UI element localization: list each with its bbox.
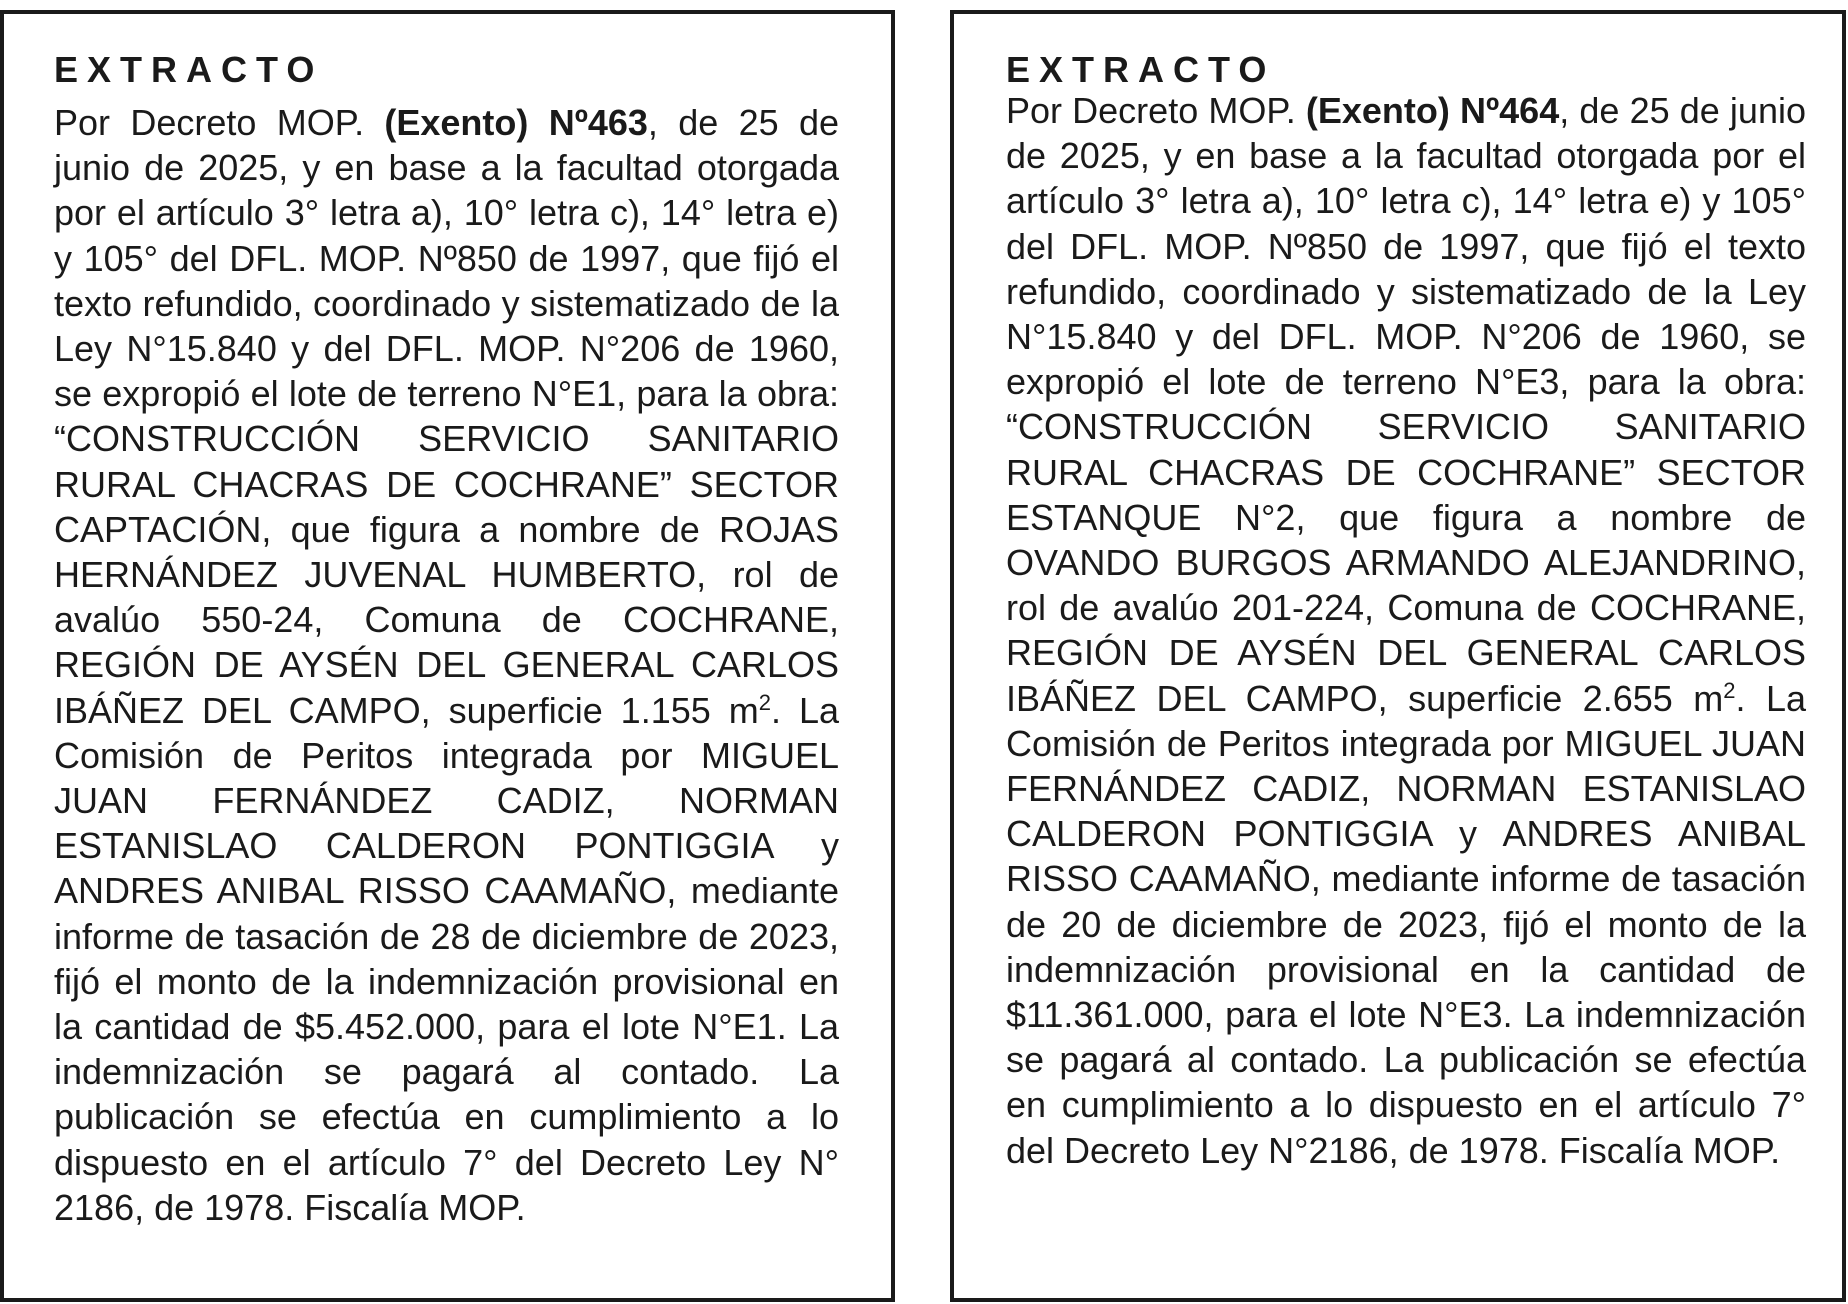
- notice-text-part-1: , de 25 de junio de 2025, y en base a la facultad otorgada por el artículo 3° letra a), 10° letra c), 14° letra e) y 105° del DFL. MOP. Nº850 de 1997, que fijó el texto refundido, coordinado y sistematizado de la Ley N°15.840 y del DFL. MOP. N°206 de 1960, se expropió el lote de terreno N°E3, para la obra: “CONSTRUCCIÓN SERVICIO SANITARIO RURAL CHACRAS DE COCHRANE” SECTOR ESTANQUE N°2, que figura a nombre de OVANDO BURGOS ARMANDO ALEJANDRINO, rol de avalúo 201-224, Comuna de COCHRANE, REGIÓN DE AYSÉN DEL GENERAL CARLOS IBÁÑEZ DEL CAMPO, superficie 2.655 m: [1006, 90, 1806, 719]
- notice-body: [54, 100, 839, 1230]
- notice-text-part-2: . La Comisión de Peritos integrada por MIGUEL JUAN FERNÁNDEZ CADIZ, NORMAN ESTANISLAO CALDERON PONTIGGIA y ANDRES ANIBAL RISSO CAAMAÑO, mediante informe de tasación de 20 de diciembre de 2023, fijó el monto de la indemnización provisional en la cantidad de $11.361.000, para el lote N°E3. La indemnización se pagará al contado. La publicación se efectúa en cumplimiento a lo dispuesto en el artículo 7° del Decreto Ley N°2186, de 1978. Fiscalía MOP.: [1006, 677, 1806, 1171]
- decree-number: (Exento) Nº464: [1305, 90, 1560, 131]
- notice-intro: Por Decreto MOP.: [54, 102, 385, 143]
- notice-text-part-2: . La Comisión de Peritos integrada por MIGUEL JUAN FERNÁNDEZ CADIZ, NORMAN ESTANISLAO CALDERON PONTIGGIA y ANDRES ANIBAL RISSO CAAMAÑO, mediante informe de tasación de 28 de diciembre de 2023, fijó el monto de la indemnización provisional en la cantidad de $5.452.000, para el lote N°E1. La indemnización se pagará al contado. La publicación se efectúa en cumplimiento a lo dispuesto en el artículo 7° del Decreto Ley N° 2186, de 1978. Fiscalía MOP.: [54, 689, 839, 1228]
- decree-number: (Exento) Nº463: [384, 102, 648, 143]
- notice-body: [1006, 88, 1806, 1173]
- notice-heading: EXTRACTO: [1006, 49, 1276, 90]
- notice-box-463: [0, 10, 895, 1302]
- notice-text-part-1: , de 25 de junio de 2025, y en base a la facultad otorgada por el artículo 3° letra a), 10° letra c), 14° letra e) y 105° del DFL. MOP. Nº850 de 1997, que fijó el texto refundido, coordinado y sistematizado de la Ley N°15.840 y del DFL. MOP. N°206 de 1960, se expropió el lote de terreno N°E1, para la obra: “CONSTRUCCIÓN SERVICIO SANITARIO RURAL CHACRAS DE COCHRANE” SECTOR CAPTACIÓN, que figura a nombre de ROJAS HERNÁNDEZ JUVENAL HUMBERTO, rol de avalúo 550-24, Comuna de COCHRANE, REGIÓN DE AYSÉN DEL GENERAL CARLOS IBÁÑEZ DEL CAMPO, superficie 1.155 m: [54, 102, 839, 731]
- area-superscript: 2: [1723, 677, 1736, 703]
- notice-box-464: [950, 10, 1846, 1302]
- notice-heading: EXTRACTO: [54, 49, 324, 90]
- notice-intro: Por Decreto MOP.: [1006, 90, 1306, 131]
- area-superscript: 2: [758, 689, 771, 715]
